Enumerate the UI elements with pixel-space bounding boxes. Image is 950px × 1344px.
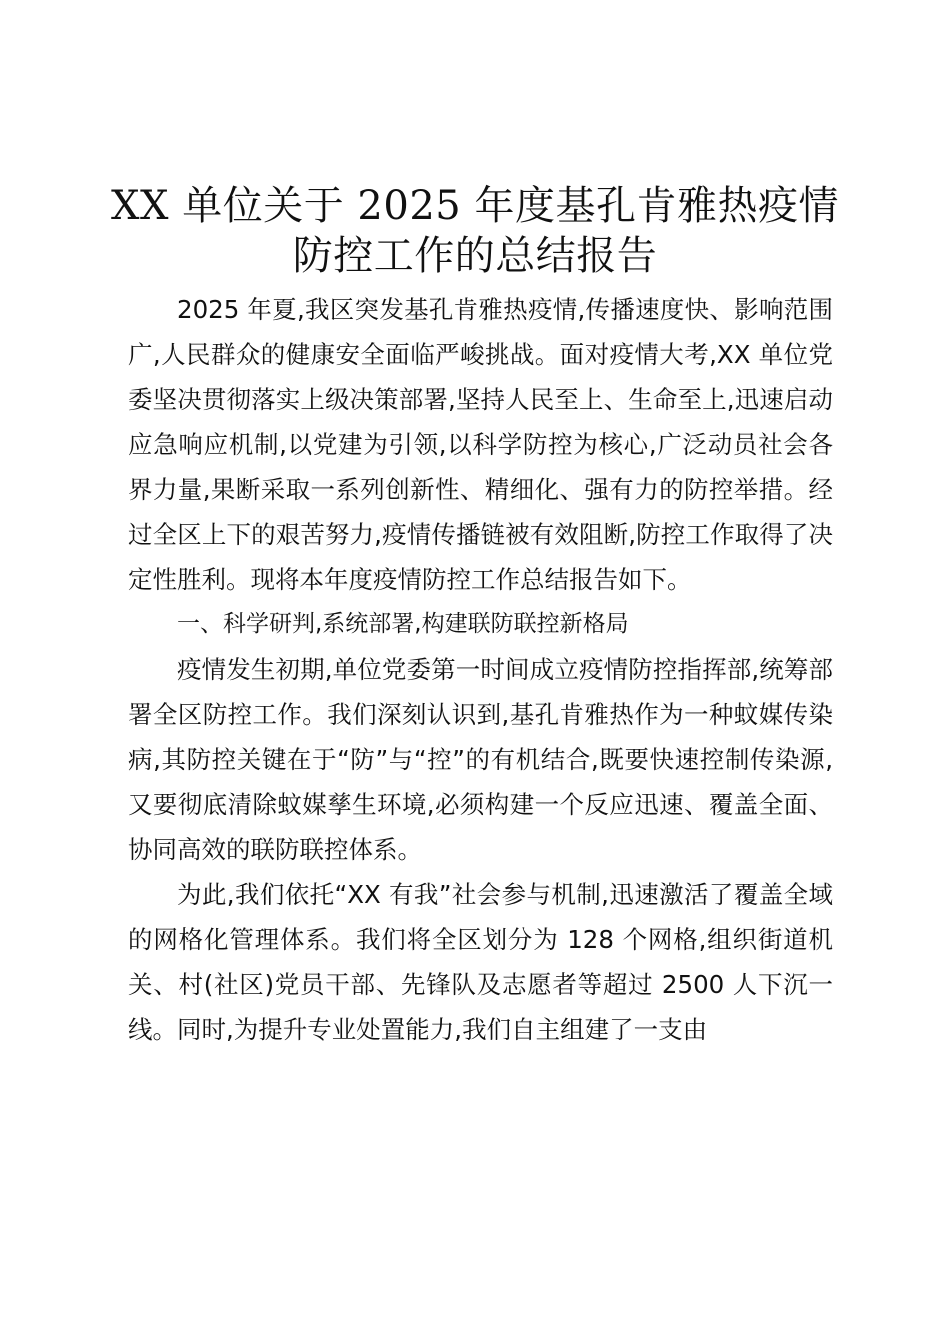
intro-paragraph: 2025 年夏,我区突发基孔肯雅热疫情,传播速度快、影响范围广,人民群众的健康安全面临严峻挑战。面对疫情大考,XX 单位党委坚决贯彻落实上级决策部署,坚持人民至上、生命至上,迅速启动应急响应机制,以党建为引领,以科学防控为核心,广泛动员社会各界力量,果断采取一系列创新性、精细化、强有力的防控举措。经过全区上下的艰苦努力,疫情传播链被有效阻断,防控工作取得了决定性胜利。现将本年度疫情防控工作总结报告如下。 <box>128 295 833 594</box>
section-1-paragraph-2: 为此,我们依托“XX 有我”社会参与机制,迅速激活了覆盖全域的网格化管理体系。我们将全区划分为 128 个网格,组织街道机关、村(社区)党员干部、先锋队及志愿者等超过 2500 人下沉一线。同时,为提升专业处置能力,我们自主组建了一支由 <box>128 880 833 1044</box>
section-1-paragraph-1: 疫情发生初期,单位党委第一时间成立疫情防控指挥部,统筹部署全区防控工作。我们深刻认识到,基孔肯雅热作为一种蚊媒传染病,其防控关键在于“防”与“控”的有机结合,既要快速控制传染源,又要彻底清除蚊媒孳生环境,必须构建一个反应迅速、覆盖全面、协同高效的联防联控体系。 <box>128 655 833 864</box>
document-title-line-2: 防控工作的总结报告 <box>292 233 658 279</box>
document-title-line-1: XX 单位关于 2025 年度基孔肯雅热疫情 <box>111 183 839 229</box>
document-body <box>128 287 833 1052</box>
section-heading-1: 一、科学研判,系统部署,构建联防联控新格局 <box>177 611 629 637</box>
